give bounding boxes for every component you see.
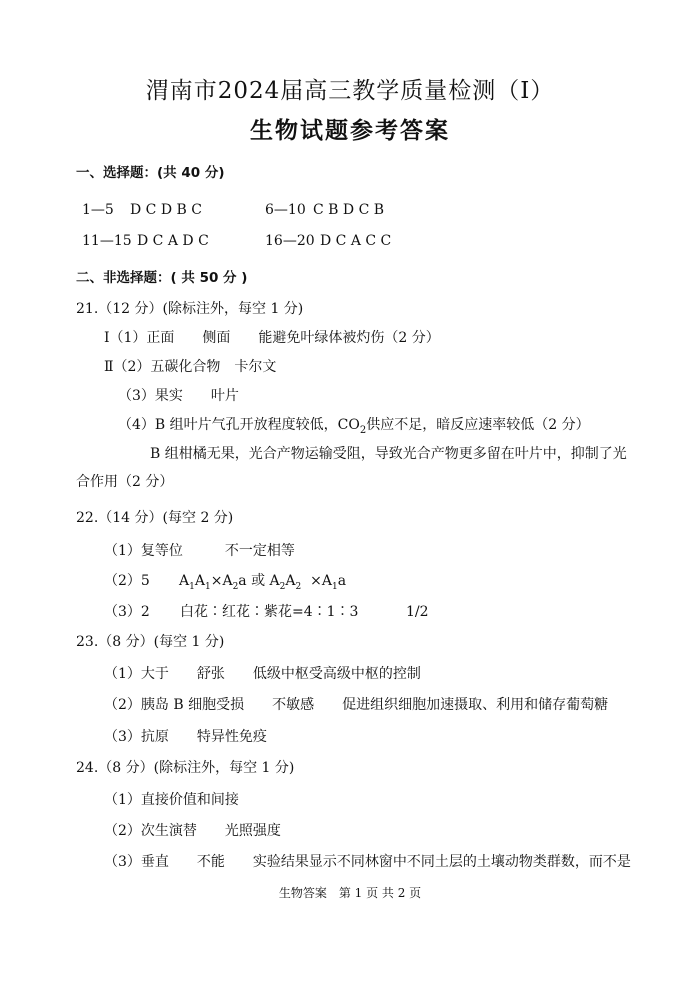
- mc-answers: C B D C B: [313, 202, 385, 218]
- q21-text: （4）B 组叶片气孔开放程度较低，CO: [118, 417, 360, 433]
- mc-range: 11—15: [82, 233, 132, 249]
- q22-line: [104, 571, 347, 592]
- q22-line: [104, 602, 429, 622]
- q23-header: 23.（8 分）(每空 1 分): [76, 634, 225, 650]
- mc-answers: D C A D C: [137, 233, 209, 249]
- q22-label: （3）2: [104, 604, 150, 620]
- q23-line: （2）胰岛 B 细胞受损 不敏感 促进组织细胞加速摄取、利用和储存葡萄糖: [104, 697, 609, 713]
- section2-heading: 二、非选择题：( 共 50 分 ): [76, 270, 248, 286]
- q22-line: （1）复等位 不一定相等: [104, 543, 295, 559]
- subscript: 2: [359, 424, 367, 436]
- q21-line: [118, 415, 590, 441]
- q24-line: （3）垂直 不能 实验结果显示不同林窗中不同土层的土壤动物类群数，而不是: [104, 854, 631, 870]
- q21-text: 供应不足，暗反应速率较低（2 分）: [366, 417, 590, 433]
- page-title: 渭南市2024届高三教学质量检测（Ⅰ）: [145, 78, 555, 104]
- mc-answers: D C A C C: [320, 233, 392, 249]
- q23-line: （3）抗原 特异性免疫: [104, 729, 267, 745]
- mc-range: 6—10: [265, 202, 306, 218]
- section1-heading: 一、选择题：(共 40 分): [76, 165, 225, 181]
- genotype-formula: $A_1A_1\times A_2a$ 或 $A_2A_2 \times A_1a$: [179, 573, 347, 592]
- q21-line: （3）果实 叶片: [118, 388, 239, 404]
- mc-range: 16—20: [265, 233, 315, 249]
- q21-line: 合作用（2 分）: [76, 474, 174, 490]
- q21-line: Ⅱ（2）五碳化合物 卡尔文: [104, 359, 277, 375]
- q24-line: （2）次生演替 光照强度: [104, 823, 281, 839]
- q24-header: 24.（8 分）(除标注外，每空 1 分): [76, 760, 295, 776]
- q21-line: B 组柑橘无果，光合产物运输受阻，导致光合产物更多留在叶片中，抑制了光: [150, 446, 627, 462]
- q21-line: Ⅰ（1）正面 侧面 能避免叶绿体被灼伤（2 分）: [104, 330, 440, 346]
- ratio-text: 白花∶红花∶紫花=4∶1∶3: [180, 604, 359, 620]
- fraction-text: 1/2: [406, 604, 429, 620]
- mc-answers: D C D B C: [130, 202, 202, 218]
- q22-header: 22.（14 分）(每空 2 分): [76, 510, 234, 526]
- q24-line: （1）直接价值和间接: [104, 792, 239, 808]
- q22-label: （2）5: [104, 573, 150, 589]
- q21-header: 21.（12 分）(除标注外，每空 1 分): [76, 301, 304, 317]
- mc-range: 1—5: [82, 202, 114, 218]
- page-footer: 生物答案 第 1 页 共 2 页: [278, 886, 422, 900]
- page-subtitle: 生物试题参考答案: [250, 118, 450, 144]
- q23-line: （1）大于 舒张 低级中枢受高级中枢的控制: [104, 666, 421, 682]
